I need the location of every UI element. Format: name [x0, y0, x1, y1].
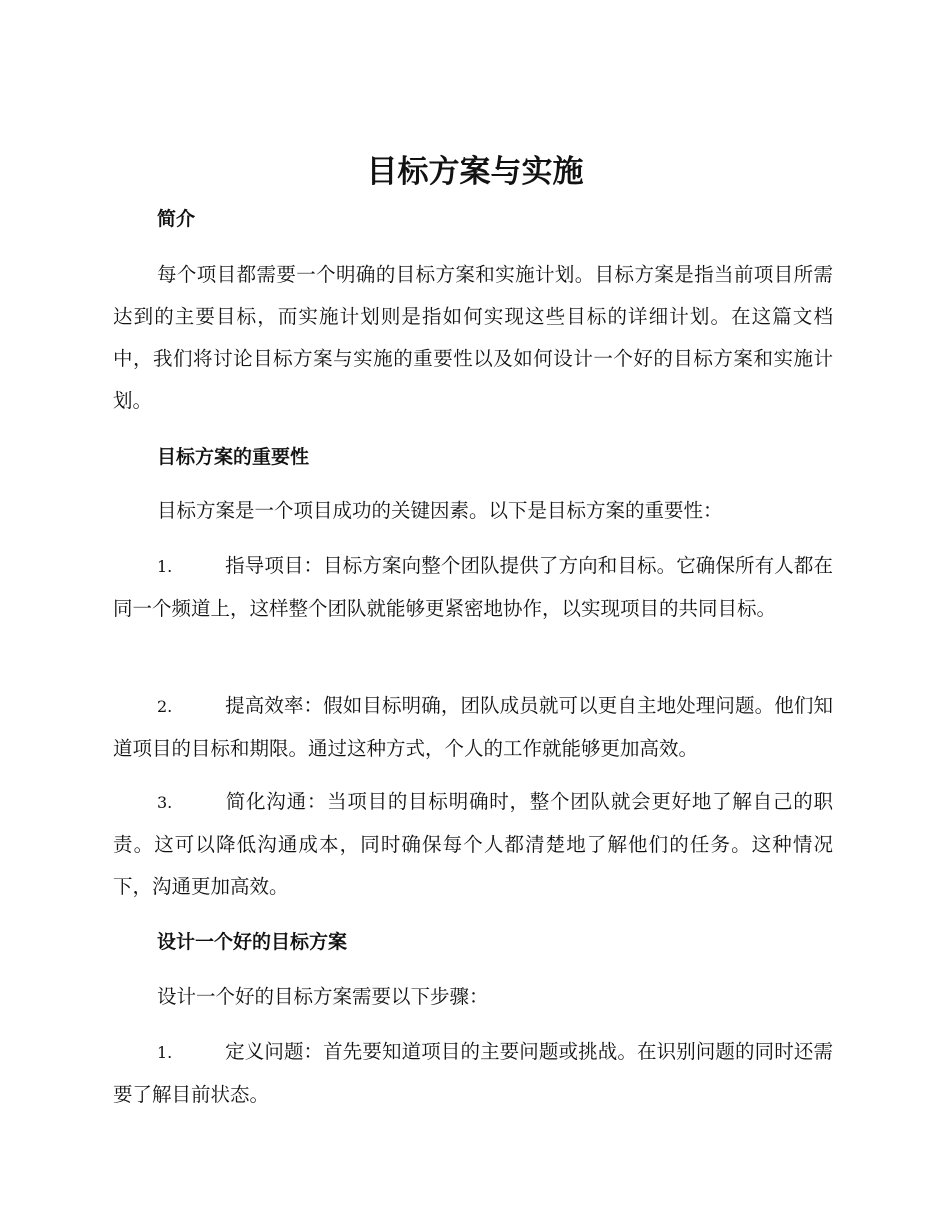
- intro-paragraph: 每个项目都需要一个明确的目标方案和实施计划。目标方案是指当前项目所需达到的主要目标，而实施计划则是指如何实现这些目标的详细计划。在这篇文档中，我们将讨论目标方案与实施的重要性以及如何设计一个好的目标方案和实施计划。: [113, 263, 833, 412]
- list-item: [113, 1031, 833, 1116]
- list-item-text: 定义问题：首先要知道项目的主要问题或挑战。在识别问题的同时还需要了解目前状态。: [113, 1040, 833, 1106]
- list-item-text: 提高效率：假如目标明确，团队成员就可以更自主地处理问题。他们知道项目的目标和期限。通过这种方式，个人的工作就能够更加高效。: [113, 694, 833, 760]
- list-item: [113, 781, 833, 908]
- list-item-number: 1.: [157, 1043, 173, 1062]
- list-item: [113, 545, 833, 630]
- list-item-number: 2.: [157, 697, 173, 716]
- section-heading-intro: 简介: [157, 208, 196, 230]
- list-item-number: 3.: [157, 793, 173, 812]
- design-paragraph: 设计一个好的目标方案需要以下步骤：: [157, 985, 489, 1008]
- section-heading-importance: 目标方案的重要性: [157, 446, 310, 468]
- list-item-text: 简化沟通：当项目的目标明确时，整个团队就会更好地了解自己的职责。这可以降低沟通成本，同时确保每个人都清楚地了解他们的任务。这种情况下，沟通更加高效。: [113, 790, 833, 898]
- importance-paragraph: 目标方案是一个项目成功的关键因素。以下是目标方案的重要性：: [157, 499, 723, 522]
- section-heading-design: 设计一个好的目标方案: [157, 931, 348, 953]
- list-item: [113, 685, 833, 770]
- list-item-number: 1.: [157, 557, 173, 576]
- document-title: 目标方案与实施: [366, 154, 584, 190]
- list-item-text: 指导项目：目标方案向整个团队提供了方向和目标。它确保所有人都在同一个频道上，这样整个团队就能够更紧密地协作，以实现项目的共同目标。: [113, 554, 833, 620]
